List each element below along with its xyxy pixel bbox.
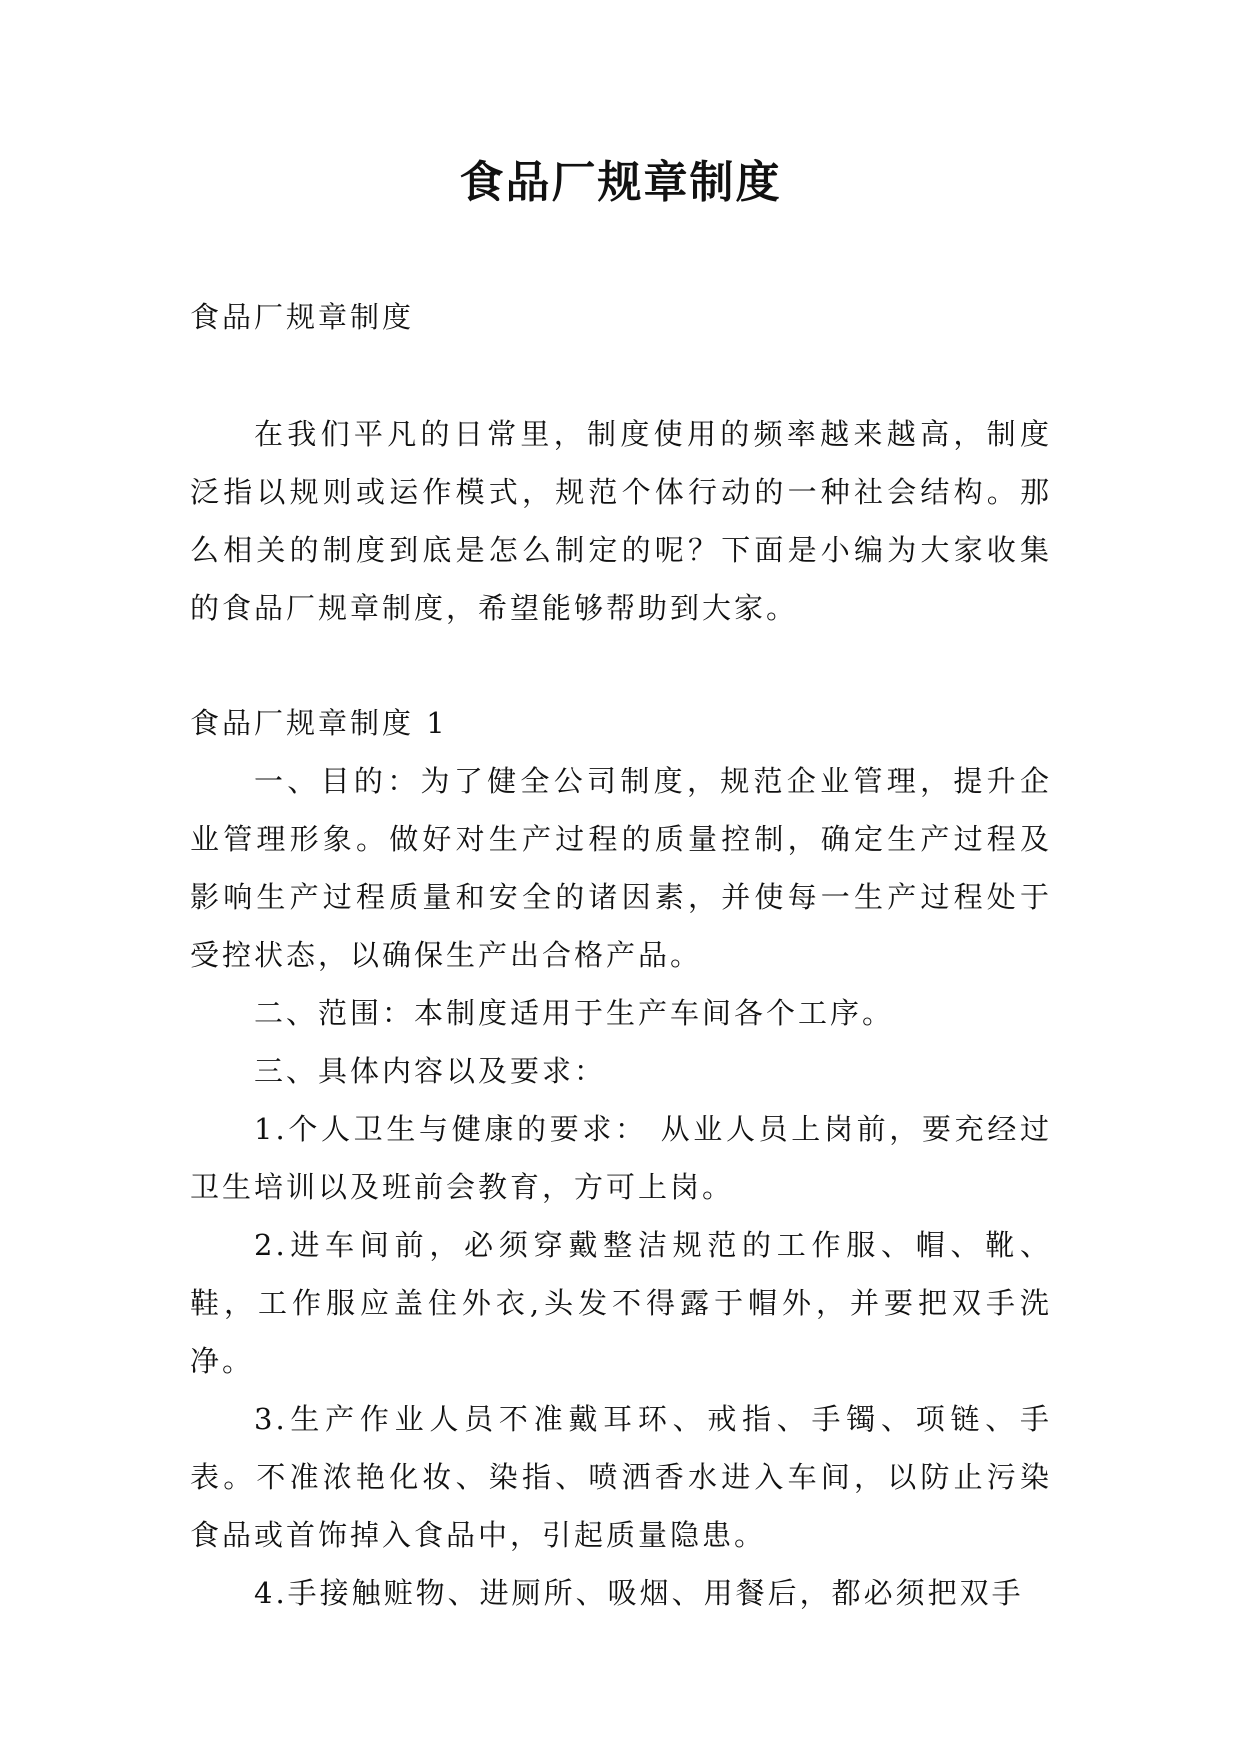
section-heading: 食品厂规章制度 1 [190,706,448,740]
rule-3-paragraph: 3.生产作业人员不准戴耳环、戒指、手镯、项链、手表。不准浓艳化妆、染指、喷洒香水进入车间，以防止污染食品或首饰掉入食品中，引起质量隐患。 [190,1402,1052,1552]
rule-4-paragraph: 4.手接触赃物、进厕所、吸烟、用餐后，都必须把双手 [254,1576,1024,1610]
rule-1-paragraph: 1.个人卫生与健康的要求： 从业人员上岗前，要充经过卫生培训以及班前会教育，方可上岗。 [190,1112,1052,1204]
intro-paragraph: 在我们平凡的日常里，制度使用的频率越来越高，制度泛指以规则或运作模式，规范个体行动的一种社会结构。那么相关的制度到底是怎么制定的呢？下面是小编为大家收集的食品厂规章制度，希望能够帮助到大家。 [190,417,1052,625]
document-subtitle: 食品厂规章制度 [190,300,415,334]
section-body [190,752,1052,1622]
scope-paragraph: 二、范围：本制度适用于生产车间各个工序。 [254,996,895,1030]
rule-2-paragraph: 2.进车间前，必须穿戴整洁规范的工作服、帽、靴、鞋，工作服应盖住外衣,头发不得露于帽外，并要把双手洗净。 [190,1228,1052,1378]
purpose-paragraph: 一、目的：为了健全公司制度，规范企业管理，提升企业管理形象。做好对生产过程的质量控制，确定生产过程及影响生产过程质量和安全的诸因素，并使每一生产过程处于受控状态，以确保生产出合格产品。 [190,764,1052,972]
document-title: 食品厂规章制度 [459,157,782,208]
requirements-heading-paragraph: 三、具体内容以及要求： [254,1054,607,1088]
